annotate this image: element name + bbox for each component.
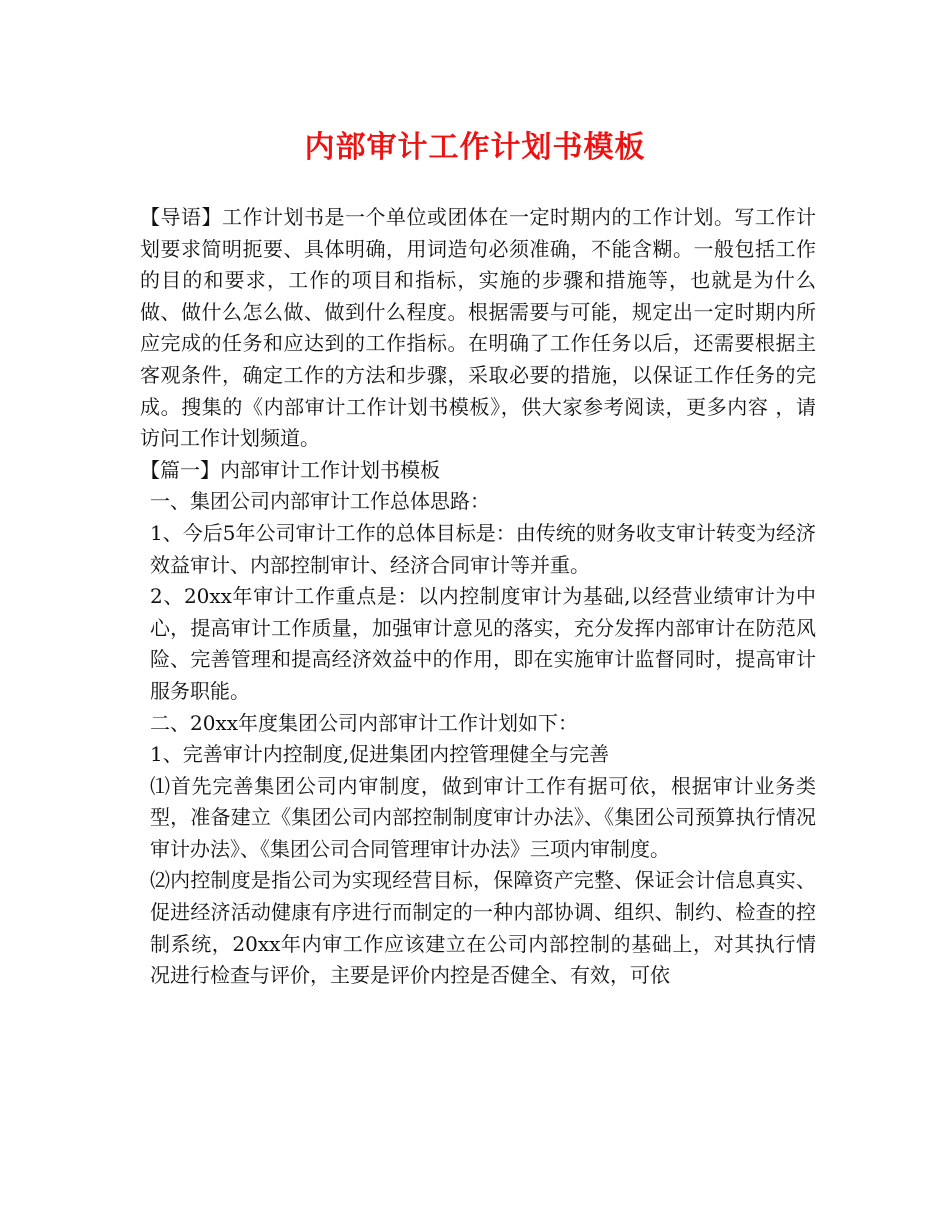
paragraph-heading-1: 一、集团公司内部审计工作总体思路：	[150, 489, 490, 514]
paragraph-item-3: 1、完善审计内控制度,促进集团内控管理健全与完善	[150, 742, 610, 767]
paragraph-subitem-1: ⑴首先完善集团公司内审制度，做到审计工作有据可依，根据审计业务类型，准备建立《集团公司内部控制制度审计办法》、《集团公司预算执行情况审计办法》、《集团公司合同管理审计办法》三项内审制度。	[150, 773, 816, 861]
paragraph-heading-2: 二、20xx年度集团公司内部审计工作计划如下：	[150, 710, 579, 735]
document-title: 内部审计工作计划书模板	[304, 130, 646, 165]
document-body	[140, 202, 816, 992]
paragraph-item-2: 2、20xx年审计工作重点是：以内控制度审计为基础,以经营业绩审计为中心，提高审计工作质量，加强审计意见的落实，充分发挥内部审计在防范风险、完善管理和提高经济效益中的作用，即在实施审计监督同时，提高审计服务职能。	[150, 584, 816, 703]
paragraph-intro: 【导语】工作计划书是一个单位或团体在一定时期内的工作计划。写工作计划要求简明扼要、具体明确，用词造句必须准确，不能含糊。一般包括工作的目的和要求，工作的项目和指标，实施的步骤和措施等，也就是为什么做、做什么怎么做、做到什么程度。根据需要与可能，规定出一定时期内所应完成的任务和应达到的工作指标。在明确了工作任务以后，还需要根据主客观条件，确定工作的方法和步骤，采取必要的措施，以保证工作任务的完成。搜集的《内部审计工作计划书模板》，供大家参考阅读，更多内容 ，请访问工作计划频道。	[140, 205, 816, 451]
paragraph-item-1: 1、今后5年公司审计工作的总体目标是：由传统的财务收支审计转变为经济效益审计、内部控制审计、经济合同审计等并重。	[150, 520, 816, 577]
paragraph-section-heading: 【篇一】内部审计工作计划书模板	[140, 457, 440, 482]
paragraph-subitem-2: ⑵内控制度是指公司为实现经营目标，保障资产完整、保证会计信息真实、促进经济活动健康有序进行而制定的一种内部协调、组织、制约、检查的控制系统，20xx年内审工作应该建立在公司内部控制的基础上，对其执行情况进行检查与评价，主要是评价内控是否健全、有效，可依	[150, 868, 816, 988]
